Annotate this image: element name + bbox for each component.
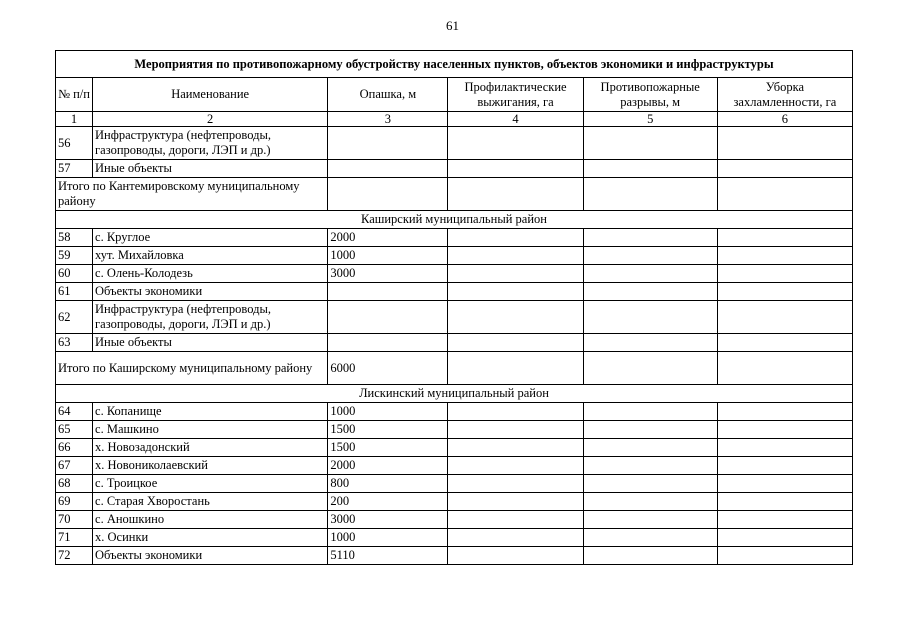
column-number: 4 (448, 112, 583, 127)
firebreaks-cell (583, 529, 717, 547)
burning-cell (448, 283, 583, 301)
fire-safety-table (55, 50, 853, 565)
cleanup-cell (717, 160, 852, 178)
opashka-cell: 800 (328, 475, 448, 493)
row-number: 69 (56, 493, 93, 511)
row-number: 70 (56, 511, 93, 529)
row-name: с. Олень-Колодезь (93, 265, 328, 283)
page-number: 61 (446, 18, 459, 33)
row-name: х. Новозадонский (93, 439, 328, 457)
burning-cell (448, 247, 583, 265)
table-row (56, 334, 853, 352)
burning-cell (448, 352, 583, 385)
firebreaks-cell (583, 511, 717, 529)
burning-cell (448, 403, 583, 421)
burning-cell (448, 127, 583, 160)
firebreaks-cell (583, 439, 717, 457)
table-row (56, 529, 853, 547)
opashka-cell: 3000 (328, 265, 448, 283)
cleanup-cell (717, 352, 852, 385)
burning-cell (448, 301, 583, 334)
row-name: Иные объекты (93, 334, 328, 352)
opashka-cell: 1000 (328, 403, 448, 421)
opashka-cell: 6000 (328, 352, 448, 385)
opashka-cell: 2000 (328, 457, 448, 475)
opashka-cell: 2000 (328, 229, 448, 247)
row-name: Иные объекты (93, 160, 328, 178)
section-row (56, 211, 853, 229)
burning-cell (448, 178, 583, 211)
header-name: Наименование (93, 78, 328, 112)
table-row (56, 457, 853, 475)
header-firebreaks: Противопожарные разрывы, м (583, 78, 717, 112)
header-number: № п/п (56, 78, 93, 112)
table-row (56, 421, 853, 439)
cleanup-cell (717, 547, 852, 565)
section-row (56, 385, 853, 403)
firebreaks-cell (583, 334, 717, 352)
opashka-cell (328, 178, 448, 211)
burning-cell (448, 493, 583, 511)
row-number: 67 (56, 457, 93, 475)
row-number: 57 (56, 160, 93, 178)
burning-cell (448, 160, 583, 178)
cleanup-cell (717, 403, 852, 421)
column-number: 1 (56, 112, 93, 127)
row-name: Инфраструктура (нефтепроводы, газопроводы, дороги, ЛЭП и др.) (93, 301, 328, 334)
table-row (56, 403, 853, 421)
cleanup-cell (717, 457, 852, 475)
cleanup-cell (717, 178, 852, 211)
table-row (56, 127, 853, 160)
table-row (56, 511, 853, 529)
table-row (56, 247, 853, 265)
firebreaks-cell (583, 547, 717, 565)
row-number: 66 (56, 439, 93, 457)
row-name: с. Старая Хворостань (93, 493, 328, 511)
table-body (56, 127, 853, 565)
row-number: 61 (56, 283, 93, 301)
firebreaks-cell (583, 178, 717, 211)
opashka-cell: 200 (328, 493, 448, 511)
cleanup-cell (717, 439, 852, 457)
cleanup-cell (717, 334, 852, 352)
burning-cell (448, 457, 583, 475)
section-title: Лискинский муниципальный район (56, 385, 853, 403)
table-row (56, 265, 853, 283)
total-label: Итого по Каширскому муниципальному району (56, 352, 328, 385)
table-row (56, 160, 853, 178)
cleanup-cell (717, 529, 852, 547)
row-number: 65 (56, 421, 93, 439)
firebreaks-cell (583, 475, 717, 493)
burning-cell (448, 475, 583, 493)
opashka-cell (328, 334, 448, 352)
firebreaks-cell (583, 127, 717, 160)
burning-cell (448, 229, 583, 247)
row-number: 58 (56, 229, 93, 247)
burning-cell (448, 439, 583, 457)
opashka-cell (328, 160, 448, 178)
row-number: 63 (56, 334, 93, 352)
row-name: с. Копанище (93, 403, 328, 421)
total-row (56, 352, 853, 385)
row-number: 68 (56, 475, 93, 493)
firebreaks-cell (583, 160, 717, 178)
row-number: 62 (56, 301, 93, 334)
row-number: 56 (56, 127, 93, 160)
row-name: х. Новониколаевский (93, 457, 328, 475)
cleanup-cell (717, 265, 852, 283)
burning-cell (448, 334, 583, 352)
firebreaks-cell (583, 283, 717, 301)
header-opashka: Опашка, м (328, 78, 448, 112)
total-row (56, 178, 853, 211)
row-name: с. Машкино (93, 421, 328, 439)
firebreaks-cell (583, 229, 717, 247)
opashka-cell (328, 283, 448, 301)
row-number: 71 (56, 529, 93, 547)
table-row (56, 547, 853, 565)
row-name: Инфраструктура (нефтепроводы, газопроводы, дороги, ЛЭП и др.) (93, 127, 328, 160)
cleanup-cell (717, 493, 852, 511)
opashka-cell: 5110 (328, 547, 448, 565)
column-number: 6 (717, 112, 852, 127)
table-title: Мероприятия по противопожарному обустройству населенных пунктов, объектов экономики и инфраструктуры (56, 51, 853, 78)
opashka-cell (328, 127, 448, 160)
table-row (56, 229, 853, 247)
table-row (56, 493, 853, 511)
cleanup-cell (717, 247, 852, 265)
firebreaks-cell (583, 247, 717, 265)
burning-cell (448, 547, 583, 565)
opashka-cell: 1500 (328, 439, 448, 457)
row-name: х. Осинки (93, 529, 328, 547)
burning-cell (448, 421, 583, 439)
table-row (56, 283, 853, 301)
burning-cell (448, 511, 583, 529)
cleanup-cell (717, 127, 852, 160)
table-row (56, 439, 853, 457)
cleanup-cell (717, 475, 852, 493)
table-row (56, 475, 853, 493)
row-number: 64 (56, 403, 93, 421)
firebreaks-cell (583, 421, 717, 439)
firebreaks-cell (583, 265, 717, 283)
firebreaks-cell (583, 493, 717, 511)
column-number: 2 (93, 112, 328, 127)
cleanup-cell (717, 421, 852, 439)
row-number: 72 (56, 547, 93, 565)
burning-cell (448, 529, 583, 547)
firebreaks-cell (583, 301, 717, 334)
opashka-cell: 3000 (328, 511, 448, 529)
header-cleanup: Уборка захламленности, га (717, 78, 852, 112)
section-title: Каширский муниципальный район (56, 211, 853, 229)
header-burning: Профилактические выжигания, га (448, 78, 583, 112)
column-number: 5 (583, 112, 717, 127)
row-name: Объекты экономики (93, 547, 328, 565)
opashka-cell: 1000 (328, 247, 448, 265)
opashka-cell: 1000 (328, 529, 448, 547)
table-row (56, 301, 853, 334)
firebreaks-cell (583, 352, 717, 385)
firebreaks-cell (583, 403, 717, 421)
row-name: хут. Михайловка (93, 247, 328, 265)
cleanup-cell (717, 283, 852, 301)
row-name: с. Троицкое (93, 475, 328, 493)
firebreaks-cell (583, 457, 717, 475)
row-name: Объекты экономики (93, 283, 328, 301)
cleanup-cell (717, 229, 852, 247)
row-name: с. Аношкино (93, 511, 328, 529)
opashka-cell (328, 301, 448, 334)
row-number: 60 (56, 265, 93, 283)
cleanup-cell (717, 511, 852, 529)
row-number: 59 (56, 247, 93, 265)
cleanup-cell (717, 301, 852, 334)
column-number: 3 (328, 112, 448, 127)
total-label: Итого по Кантемировскому муниципальному району (56, 178, 328, 211)
opashka-cell: 1500 (328, 421, 448, 439)
burning-cell (448, 265, 583, 283)
row-name: с. Круглое (93, 229, 328, 247)
